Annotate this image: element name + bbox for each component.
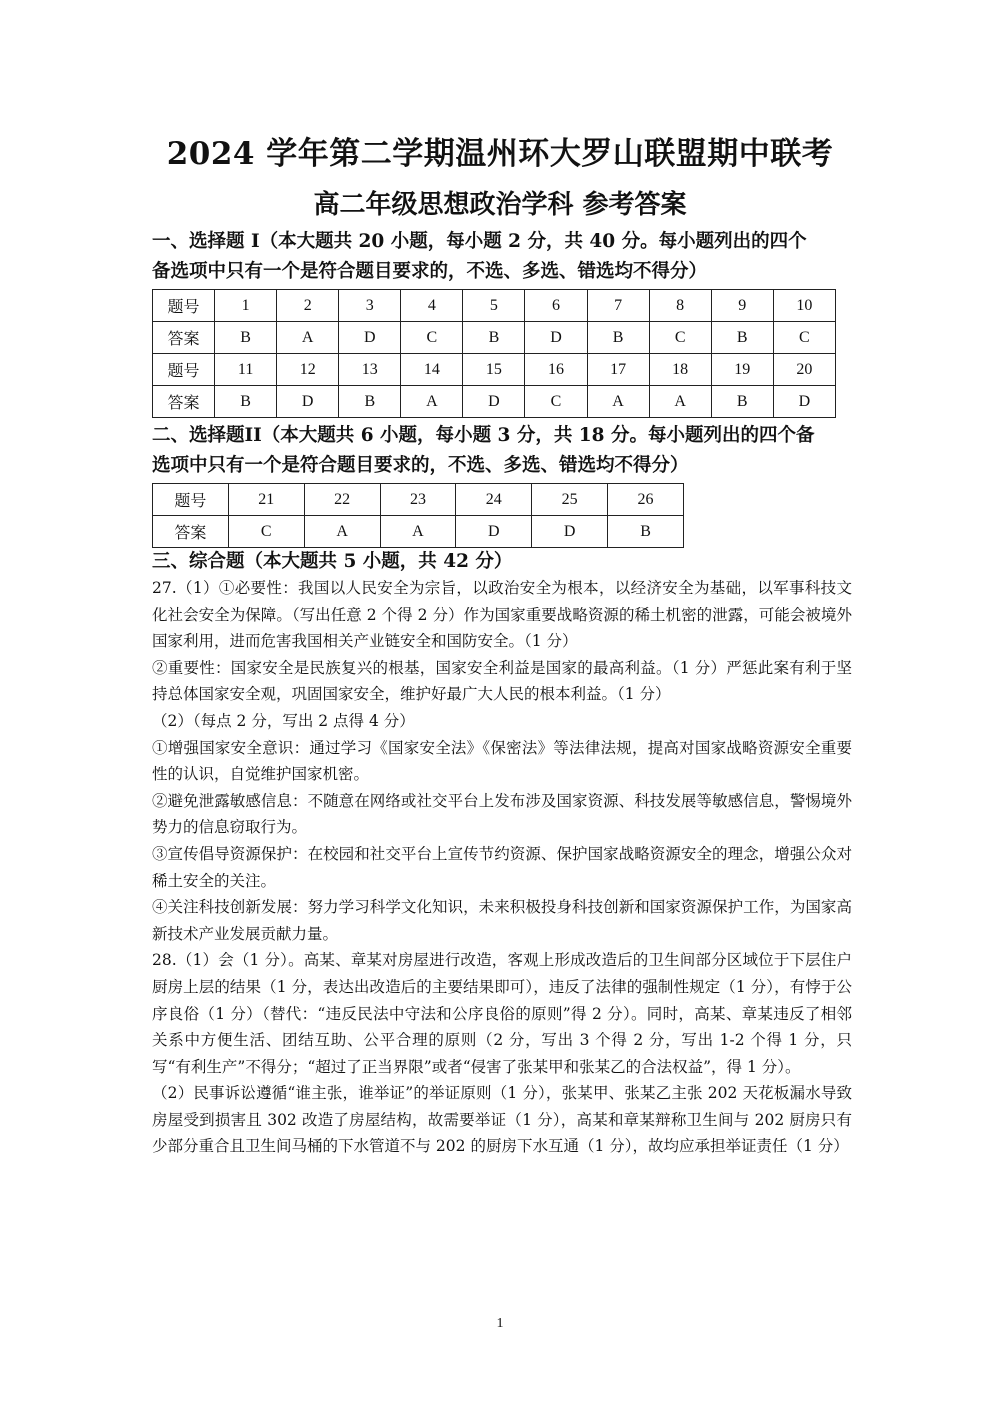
table-row (153, 354, 836, 386)
row-label: 答案 (153, 516, 229, 548)
table-cell: 26 (608, 484, 684, 516)
table-cell: D (339, 322, 401, 354)
answer-table-1 (152, 289, 836, 418)
table-cell: 3 (339, 290, 401, 322)
table-cell: C (773, 322, 835, 354)
table-cell: 7 (587, 290, 649, 322)
answer-paragraph: ③宣传倡导资源保护：在校园和社交平台上宣传节约资源、保护国家战略资源安全的理念，增强公众对稀土安全的关注。 (152, 844, 852, 890)
page-number: 1 (496, 1316, 504, 1331)
table-cell: A (304, 516, 380, 548)
table-cell: A (380, 516, 456, 548)
answer-table-2 (152, 483, 684, 548)
table-cell: 10 (773, 290, 835, 322)
table-cell: 6 (525, 290, 587, 322)
page-subtitle: 高二年级思想政治学科 参考答案 (313, 190, 687, 220)
table-cell: B (711, 322, 773, 354)
table-cell: 25 (532, 484, 608, 516)
table-cell: C (401, 322, 463, 354)
table-cell: 21 (228, 484, 304, 516)
table-cell: D (463, 386, 525, 418)
table-cell: 9 (711, 290, 773, 322)
table-cell: 4 (401, 290, 463, 322)
table-cell: B (339, 386, 401, 418)
table-cell: 20 (773, 354, 835, 386)
table-cell: 13 (339, 354, 401, 386)
table-cell: B (711, 386, 773, 418)
table-cell: 18 (649, 354, 711, 386)
table-cell: 24 (456, 484, 532, 516)
table-cell: 11 (215, 354, 277, 386)
table-cell: A (277, 322, 339, 354)
row-label: 答案 (153, 322, 215, 354)
row-label: 题号 (153, 484, 229, 516)
table-row (153, 484, 684, 516)
table-cell: 8 (649, 290, 711, 322)
table-cell: 15 (463, 354, 525, 386)
row-label: 题号 (153, 354, 215, 386)
section-1-heading-line-1: 一、选择题 I（本大题共 20 小题，每小题 2 分，共 40 分。每小题列出的四个 (152, 231, 807, 252)
table-cell: D (525, 322, 587, 354)
table-cell: A (401, 386, 463, 418)
answer-paragraph: ②重要性：国家安全是民族复兴的根基，国家安全利益是国家的最高利益。（1 分）严惩此案有利于坚持总体国家安全观，巩固国家安全，维护好最广大人民的根本利益。（1 分） (152, 658, 852, 704)
answer-paragraph: ②避免泄露敏感信息：不随意在网络或社交平台上发布涉及国家资源、科技发展等敏感信息，警惕境外势力的信息窃取行为。 (152, 791, 852, 837)
section-3-heading: 三、综合题（本大题共 5 小题，共 42 分） (152, 551, 513, 572)
answer-paragraph: （2）民事诉讼遵循“谁主张，谁举证”的举证原则（1 分），张某甲、张某乙主张 202 天花板漏水导致房屋受到损害且 302 改造了房屋结构，故需要举证（1 分），高某和章某辩称卫生间与 202 厨房只有少部分重合且卫生间马桶的下水管道不与 202 的厨房下水互通（1 分），故均应承担举证责任（1 分） (152, 1084, 852, 1156)
table-row (153, 322, 836, 354)
section-1-heading-line-2: 备选项中只有一个是符合题目要求的，不选、多选、错选均不得分） (152, 261, 708, 282)
answer-paragraph: 27.（1）①必要性：我国以人民安全为宗旨，以政治安全为根本，以经济安全为基础，以军事科技文化社会安全为保障。（写出任意 2 个得 2 分）作为国家重要战略资源的稀土机密的泄露，可能会被境外国家利用，进而危害我国相关产业链安全和国防安全。（1 分） (152, 579, 852, 651)
table-cell: C (525, 386, 587, 418)
table-cell: 23 (380, 484, 456, 516)
row-label: 题号 (153, 290, 215, 322)
table-cell: D (532, 516, 608, 548)
table-cell: 19 (711, 354, 773, 386)
section-2-heading-line-1: 二、选择题II（本大题共 6 小题，每小题 3 分，共 18 分。每小题列出的四个备 (152, 425, 815, 446)
answer-paragraph: 28.（1）会（1 分）。高某、章某对房屋进行改造，客观上形成改造后的卫生间部分区域位于下层住户厨房上层的结果（1 分，表达出改造后的主要结果即可），违反了法律的强制性规定（1 分），有悖于公序良俗（1 分）（替代：“违反民法中守法和公序良俗的原则”得 2 分）。同时，高某、章某违反了相邻关系中方便生活、团结互助、公平合理的原则（2 分，写出 3 个得 2 分，写出 1-2 个得 1 分，只写“有利生产”不得分；“超过了正当界限”或者“侵害了张某甲和张某乙的合法权益”，得 1 分）。 (152, 951, 852, 1076)
table-cell: 1 (215, 290, 277, 322)
table-cell: B (587, 322, 649, 354)
table-cell: 14 (401, 354, 463, 386)
table-cell: B (215, 386, 277, 418)
table-cell: A (649, 386, 711, 418)
table-cell: D (277, 386, 339, 418)
answer-paragraph: ①增强国家安全意识：通过学习《国家安全法》《保密法》等法律法规，提高对国家战略资源安全重要性的认识，自觉维护国家机密。 (152, 738, 852, 784)
table-cell: B (463, 322, 525, 354)
table-cell: 12 (277, 354, 339, 386)
table-cell: C (228, 516, 304, 548)
table-cell: 2 (277, 290, 339, 322)
table-cell: D (456, 516, 532, 548)
row-label: 答案 (153, 386, 215, 418)
section-1-heading (152, 227, 852, 287)
table-row (153, 516, 684, 548)
section-2-heading (152, 421, 852, 481)
table-row (153, 290, 836, 322)
table-cell: C (649, 322, 711, 354)
answer-paragraph: （2）（每点 2 分，写出 2 点得 4 分） (152, 711, 415, 730)
table-cell: 17 (587, 354, 649, 386)
page-title: 2024 学年第二学期温州环大罗山联盟期中联考 (166, 136, 834, 172)
table-cell: 16 (525, 354, 587, 386)
table-cell: B (215, 322, 277, 354)
table-cell: 22 (304, 484, 380, 516)
table-cell: B (608, 516, 684, 548)
section-3-body (152, 575, 852, 1160)
answer-paragraph: ④关注科技创新发展：努力学习科学文化知识，未来积极投身科技创新和国家资源保护工作，为国家高新技术产业发展贡献力量。 (152, 898, 852, 943)
table-row (153, 386, 836, 418)
table-cell: D (773, 386, 835, 418)
table-cell: 5 (463, 290, 525, 322)
section-2-heading-line-2: 选项中只有一个是符合题目要求的，不选、多选、错选均不得分） (152, 455, 689, 476)
table-cell: A (587, 386, 649, 418)
